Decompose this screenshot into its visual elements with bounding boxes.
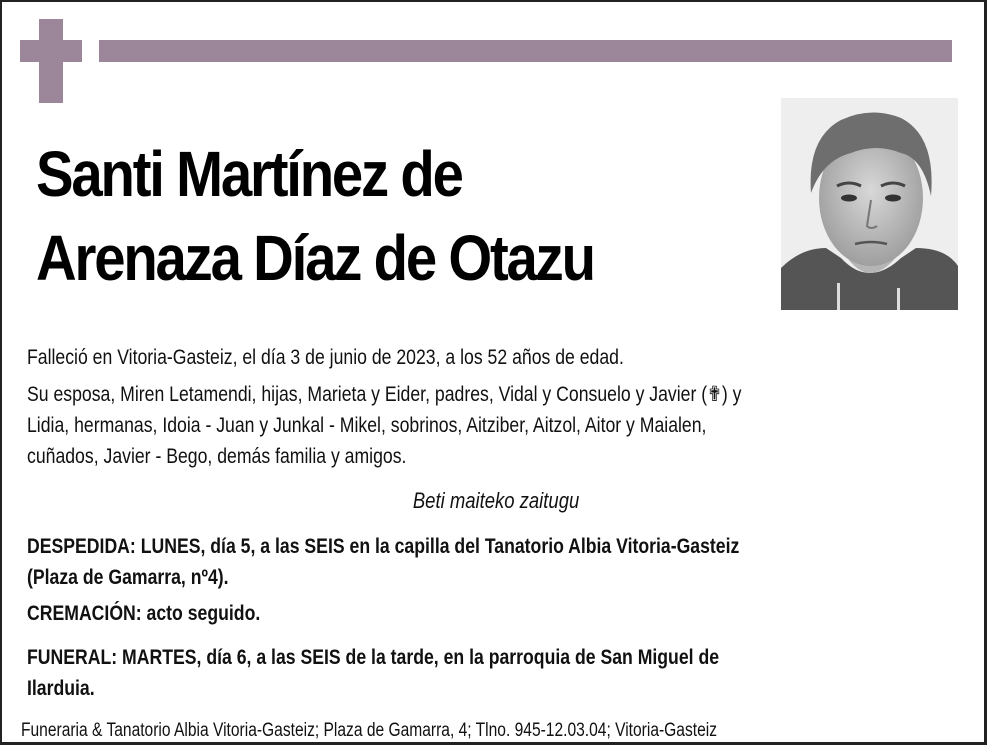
farewell-line-1: DESPEDIDA: LUNES, día 5, a las SEIS en la capilla del Tanatorio Albia Vitoria-Gasteiz [27, 535, 740, 558]
motto-text: Beti maiteko zaitugu [412, 488, 580, 513]
deceased-name [36, 132, 670, 300]
decorative-bar [99, 40, 952, 62]
cremation-notice: CREMACIÓN: acto seguido. [27, 602, 261, 625]
funeral-notice [27, 642, 825, 704]
name-line-1: Santi Martínez de [36, 138, 462, 210]
funeral-line-1: FUNERAL: MARTES, día 6, a las SEIS de la tarde, en la parroquia de San Miguel de [27, 646, 720, 669]
death-notice: Falleció en Vitoria-Gasteiz, el día 3 de junio de 2023, a los 52 años de edad. [27, 346, 624, 369]
motto [2, 485, 988, 516]
farewell-line-2: (Plaza de Gamarra, nº4). [27, 566, 229, 589]
funeral-line-2: Ilarduia. [27, 677, 95, 700]
portrait-image [781, 98, 958, 310]
cross-icon-horizontal [20, 40, 82, 62]
funeral-home-footer: Funeraria & Tanatorio Albia Vitoria-Gasteiz; Plaza de Gamarra, 4; Tlno. 945-12.03.04; Vitoria-Gasteiz [21, 720, 717, 741]
farewell-notice [27, 531, 825, 593]
portrait-photo [781, 98, 958, 310]
family-line-2: Lidia, hermanas, Idoia - Juan y Junkal - Mikel, sobrinos, Aitziber, Aitzol, Aitor y Maialen, [27, 414, 707, 437]
family-line-1: Su esposa, Miren Letamendi, hijas, Marieta y Eider, padres, Vidal y Consuelo y Javier (✟) y [27, 383, 742, 406]
family-paragraph [27, 379, 825, 472]
name-line-2: Arenaza Díaz de Otazu [36, 222, 594, 294]
family-line-3: cuñados, Javier - Bego, demás familia y amigos. [27, 445, 407, 468]
